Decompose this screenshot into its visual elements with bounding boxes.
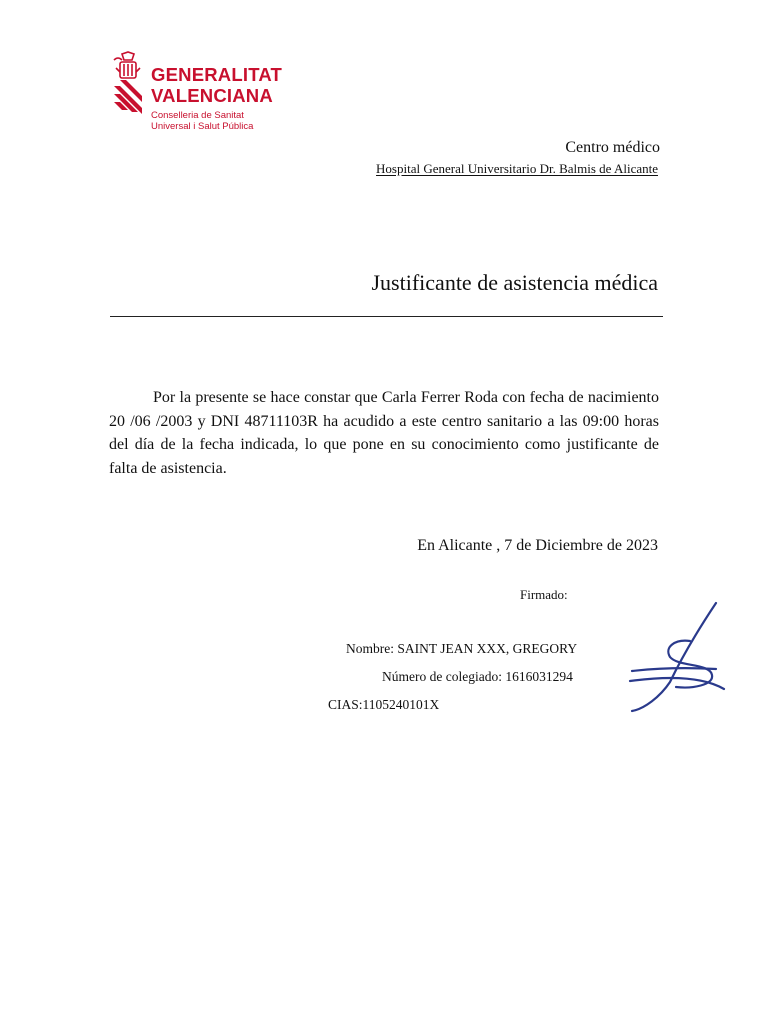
title-divider xyxy=(110,316,663,317)
signed-label: Firmado: xyxy=(520,587,568,602)
logo-sub-2: Universal i Salut Pública xyxy=(151,121,254,132)
center-label: Centro médico xyxy=(565,139,660,156)
signer-cias: CIAS:1105240101X xyxy=(328,697,440,712)
handwritten-signature xyxy=(620,597,730,717)
signer-number: Número de colegiado: 1616031294 xyxy=(382,669,573,684)
logo-subtitle xyxy=(151,110,253,132)
generalitat-logo xyxy=(112,50,288,136)
logo-title xyxy=(151,64,282,106)
logo-line-2: VALENCIANA xyxy=(151,85,273,106)
coat-of-arms-icon xyxy=(112,50,146,120)
place-date: En Alicante , 7 de Diciembre de 2023 xyxy=(417,537,658,554)
logo-line-1: GENERALITAT xyxy=(151,64,283,85)
logo-sub-1: Conselleria de Sanitat xyxy=(151,110,244,121)
document-title: Justificante de asistencia médica xyxy=(371,270,658,295)
signer-name: Nombre: SAINT JEAN XXX, GREGORY xyxy=(346,641,578,656)
document-body: Por la presente se hace constar que Carla Ferrer Roda con fecha de nacimiento 20 /06 /2003 y DNI 48711103R ha acudido a este centro sanitario a las 09:00 horas del día de la fecha indicada, lo que pone en su conocimiento como justificante de falta de asistencia. xyxy=(109,389,659,477)
center-name: Hospital General Universitario Dr. Balmis de Alicante xyxy=(376,161,658,176)
